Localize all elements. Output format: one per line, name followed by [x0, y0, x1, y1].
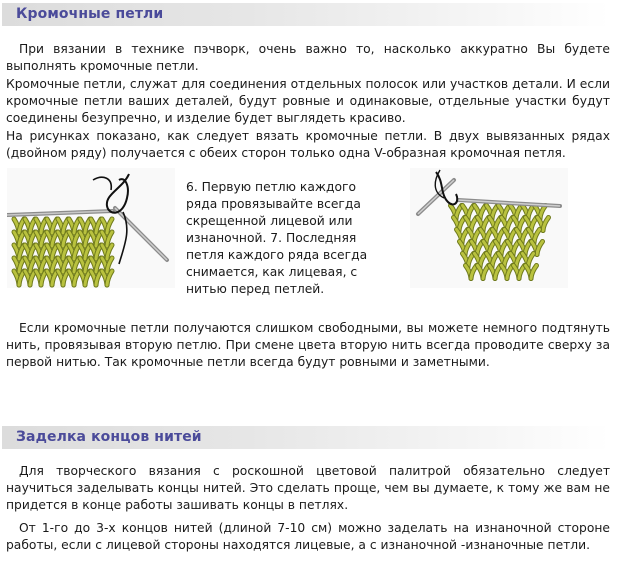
knitting-illustration-last-stitch-svg — [410, 168, 568, 288]
knitting-illustration-first-stitch-svg — [7, 168, 175, 288]
paragraph-intro: При вязании в технике пэчворк, очень важно то, насколько аккуратно Вы будете выполнять кромочные петли. — [6, 42, 610, 73]
knitting-illustration-first-stitch — [7, 168, 175, 288]
figure-caption: 6. Первую петлю каждого ряда провязывайте всегда скрещенной лицевой или изнаночной. 7. Последняя петля каждого ряда всегда снимается, как лицевая, с нитью перед петлей. — [186, 180, 368, 296]
section-header-edge-stitches — [2, 3, 610, 26]
section-header-weaving-ends — [2, 426, 610, 449]
paragraph-weaving-method: От 1-го до 3-х концов нитей (длиной 7-10 см) можно заделать на изнаночной стороне работы, если с лицевой стороны находятся лицевые, а с изнаночной -изнаночные петли. — [6, 521, 610, 552]
paragraph-loose-stitches: Если кромочные петли получаются слишком свободными, вы можете немного подтянуть нить, провязывая вторую петлю. При смене цвета вторую нить всегда проводите сверху за первой нитью. Так кромочные петли всегда будут ровными и заметными. — [6, 321, 610, 369]
paragraph-purpose: Кромочные петли, служат для соединения отдельных полосок или участков детали. И если кромочные петли ваших деталей, будут ровные и одинаковые, отдельные участки будут соединены безупречно, и изделие будет выглядеть красиво. — [6, 77, 610, 125]
section-title: Заделка концов нитей — [16, 429, 202, 445]
paragraph-figures: На рисунках показано, как следует вязать кромочные петли. В двух вывязанных рядах (двойном ряду) получается с обеих сторон только одна V-образная кромочная петля. — [6, 129, 610, 160]
paragraph-weaving-intro: Для творческого вязания с роскошной цветовой палитрой обязательно следует научиться заделывать концы нитей. Это сделать проще, чем вы думаете, к тому же вам не придется в конце работы зашивать концы в петлях. — [6, 464, 610, 512]
knitting-illustration-last-stitch — [410, 168, 568, 288]
section-title: Кромочные петли — [16, 6, 164, 22]
